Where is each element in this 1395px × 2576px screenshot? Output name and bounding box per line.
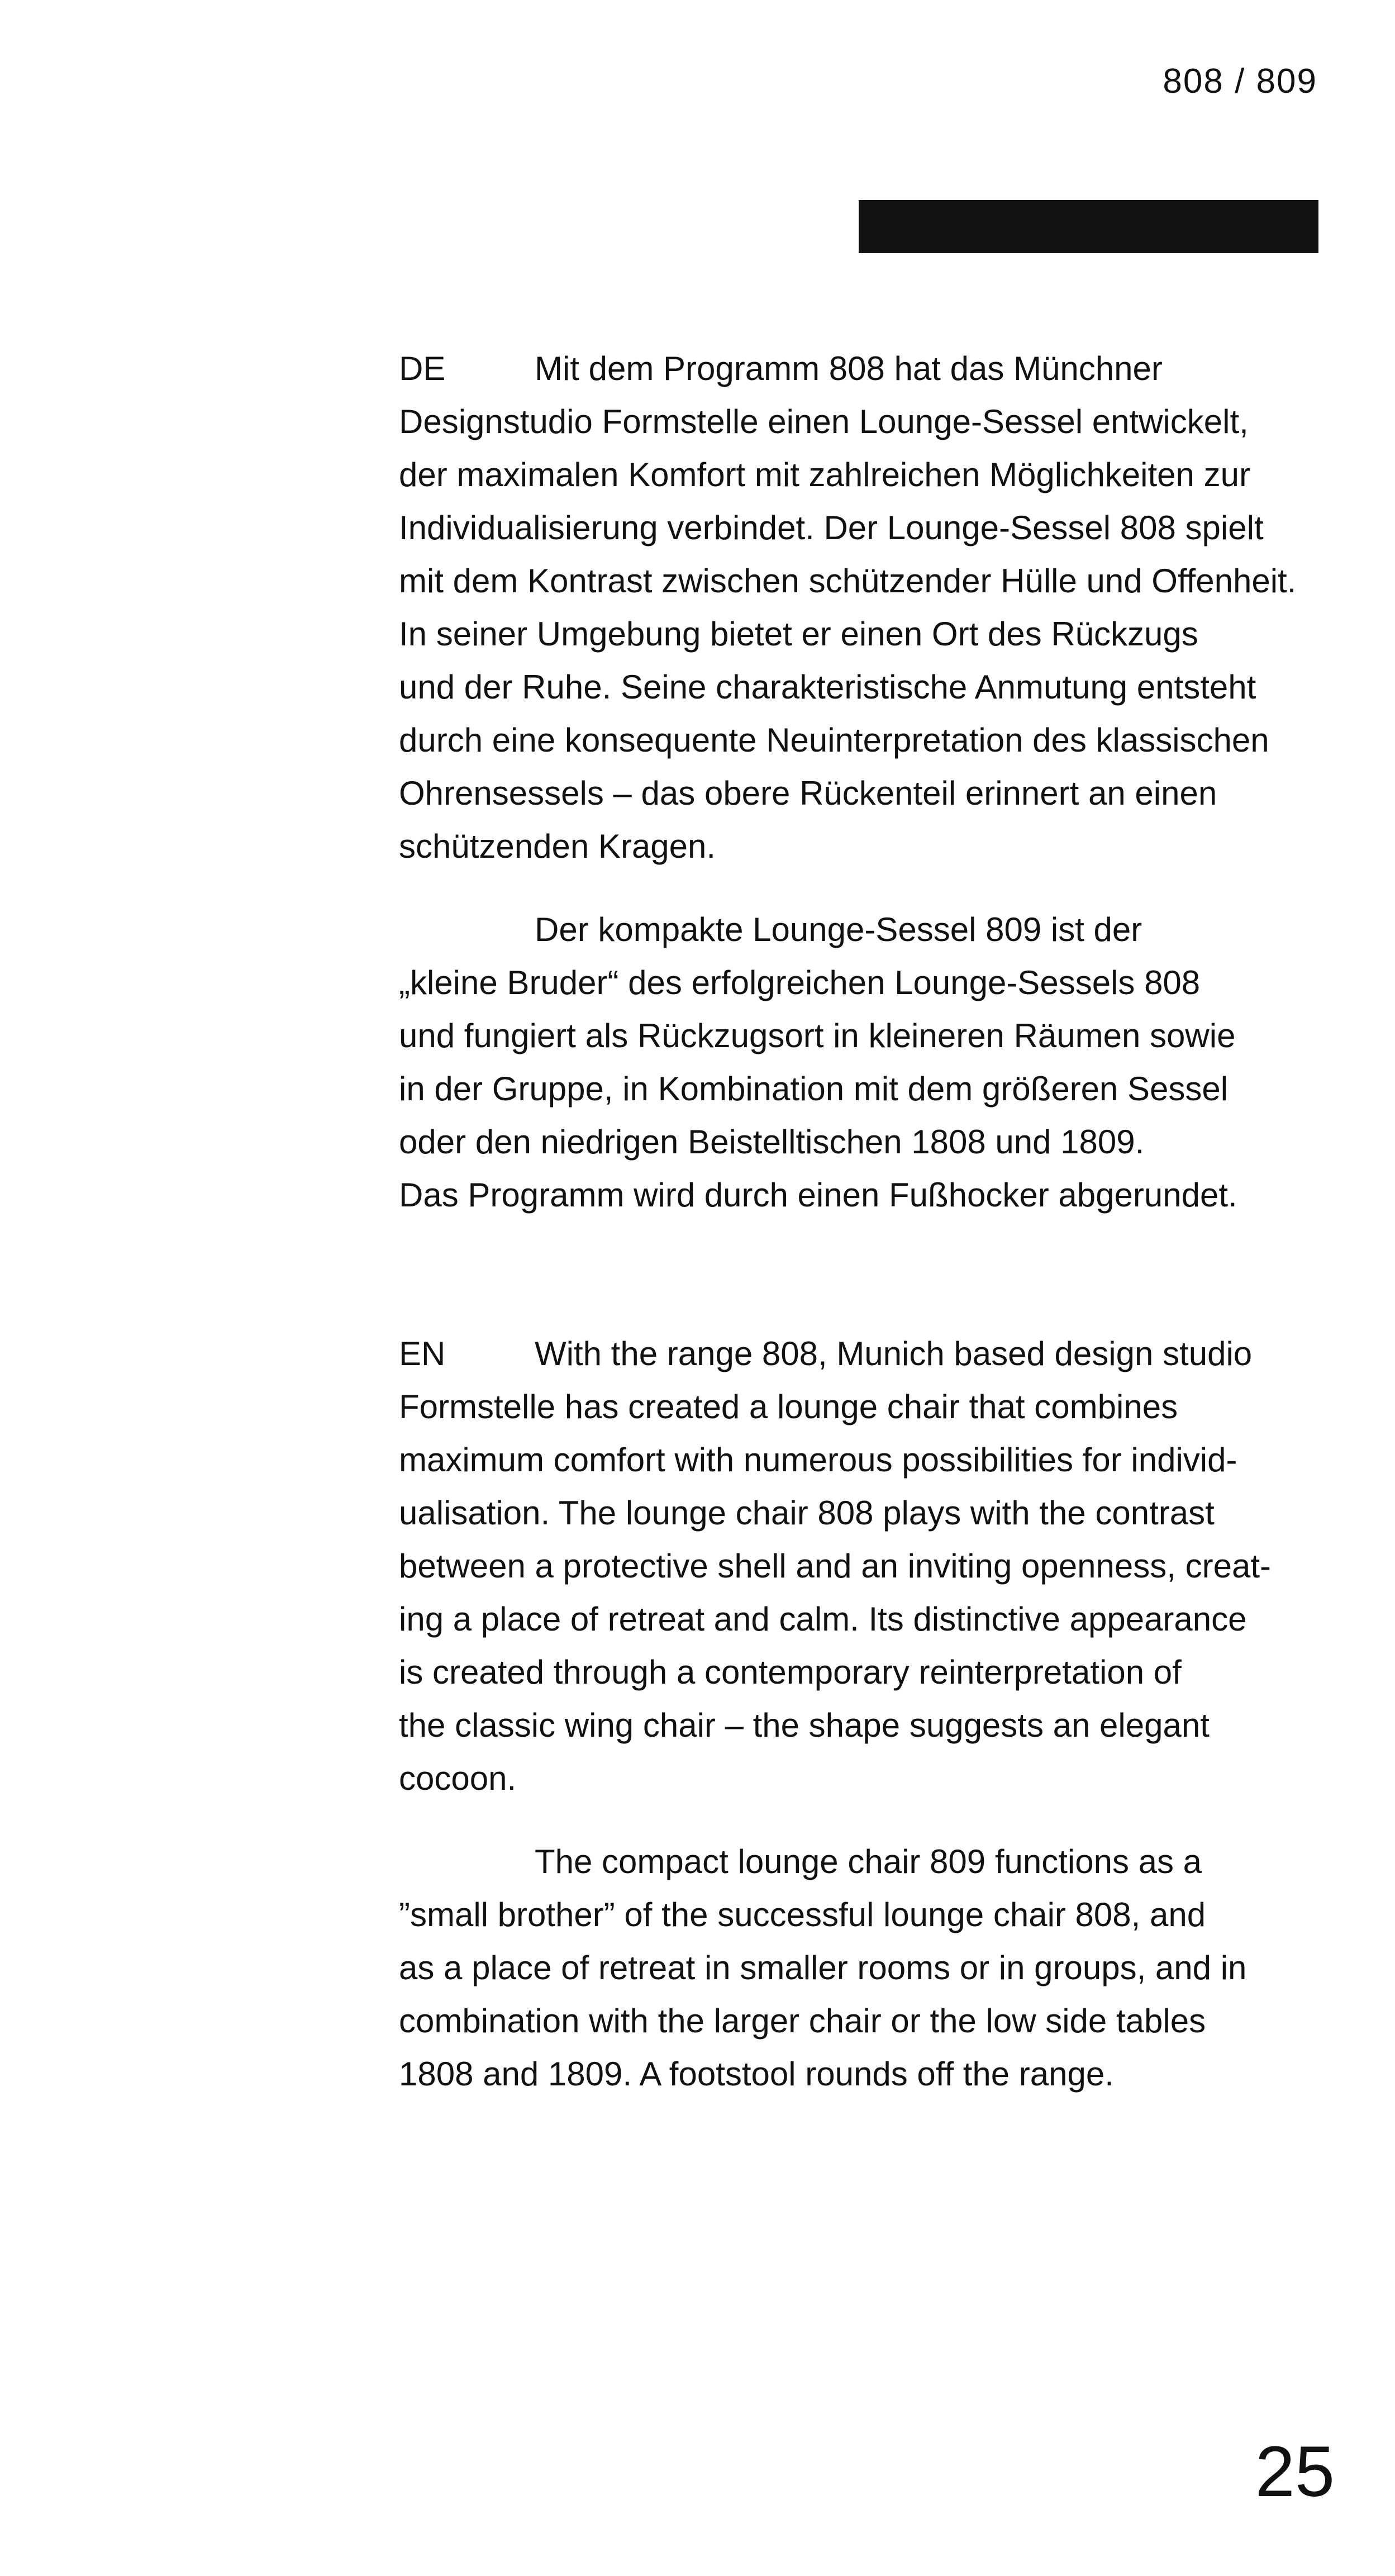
en-p1-line: Formstelle has created a lounge chair that combines [399, 1388, 1178, 1425]
en-p2-line: combination with the larger chair or the low side tables [399, 2002, 1206, 2040]
page-number: 25 [1255, 2432, 1335, 2512]
de-p2-line: und fungiert als Rückzugsort in kleineren Räumen sowie [399, 1017, 1236, 1054]
de-p1-line: der maximalen Komfort mit zahlreichen Möglichkeiten zur [399, 456, 1250, 493]
en-paragraph-2 [399, 1835, 1337, 2100]
de-paragraph-2 [399, 903, 1337, 1222]
de-p2-line: oder den niedrigen Beistelltischen 1808 und 1809. [399, 1123, 1145, 1161]
de-p1-line: mit dem Kontrast zwischen schützender Hülle und Offenheit. [399, 562, 1297, 600]
de-p1-line: und der Ruhe. Seine charakteristische Anmutung entsteht [399, 668, 1256, 706]
de-p2-line: in der Gruppe, in Kombination mit dem größeren Sessel [399, 1070, 1229, 1108]
en-language-tag: EN [399, 1335, 446, 1372]
en-p1-line: ualisation. The lounge chair 808 plays with the contrast [399, 1494, 1215, 1532]
de-p2-line: Das Programm wird durch einen Fußhocker abgerundet. [399, 1176, 1237, 1214]
en-section [399, 1327, 1337, 2100]
de-p1-line: DE Mit dem Programm 808 hat das Münchner [399, 342, 1337, 395]
de-p1-line: Individualisierung verbindet. Der Lounge-Sessel 808 spielt [399, 509, 1264, 546]
en-p1-line: ing a place of retreat and calm. Its distinctive appearance [399, 1600, 1247, 1638]
de-p2-line: Der kompakte Lounge-Sessel 809 ist der [535, 911, 1142, 948]
de-section [399, 342, 1337, 1222]
en-p2-line: 1808 and 1809. A footstool rounds off the range. [399, 2055, 1114, 2093]
en-p2-line: The compact lounge chair 809 functions as a [535, 1843, 1202, 1880]
de-p1-line: Ohrensessels – das obere Rückenteil erinnert an einen [399, 774, 1217, 812]
en-paragraph-1 [399, 1327, 1337, 1805]
de-p1-line: schützenden Kragen. [399, 828, 716, 865]
black-bar [859, 200, 1318, 253]
en-p1-line: between a protective shell and an inviting openness, creat- [399, 1547, 1271, 1585]
en-p1-line: the classic wing chair – the shape suggests an elegant [399, 1707, 1210, 1744]
en-p2-line: as a place of retreat in smaller rooms or in groups, and in [399, 1949, 1247, 1986]
en-p1-line: is created through a contemporary reinterpretation of [399, 1653, 1182, 1691]
de-p1-line: durch eine konsequente Neuinterpretation des klassischen [399, 721, 1269, 759]
de-p2-line: „kleine Bruder“ des erfolgreichen Lounge-Sessels 808 [399, 964, 1201, 1001]
en-p1-line: EN With the range 808, Munich based design studio [399, 1327, 1337, 1380]
en-p1-line: cocoon. [399, 1760, 517, 1797]
de-p1-line: Designstudio Formstelle einen Lounge-Sessel entwickelt, [399, 403, 1249, 440]
de-p1-line: In seiner Umgebung bietet er einen Ort des Rückzugs [399, 615, 1198, 653]
en-p1-line: maximum comfort with numerous possibilities for individ- [399, 1441, 1237, 1479]
de-language-tag: DE [399, 350, 446, 387]
header-label: 808 / 809 [1163, 62, 1317, 101]
de-paragraph-1 [399, 342, 1337, 873]
en-p2-line: ”small brother” of the successful lounge chair 808, and [399, 1896, 1206, 1933]
